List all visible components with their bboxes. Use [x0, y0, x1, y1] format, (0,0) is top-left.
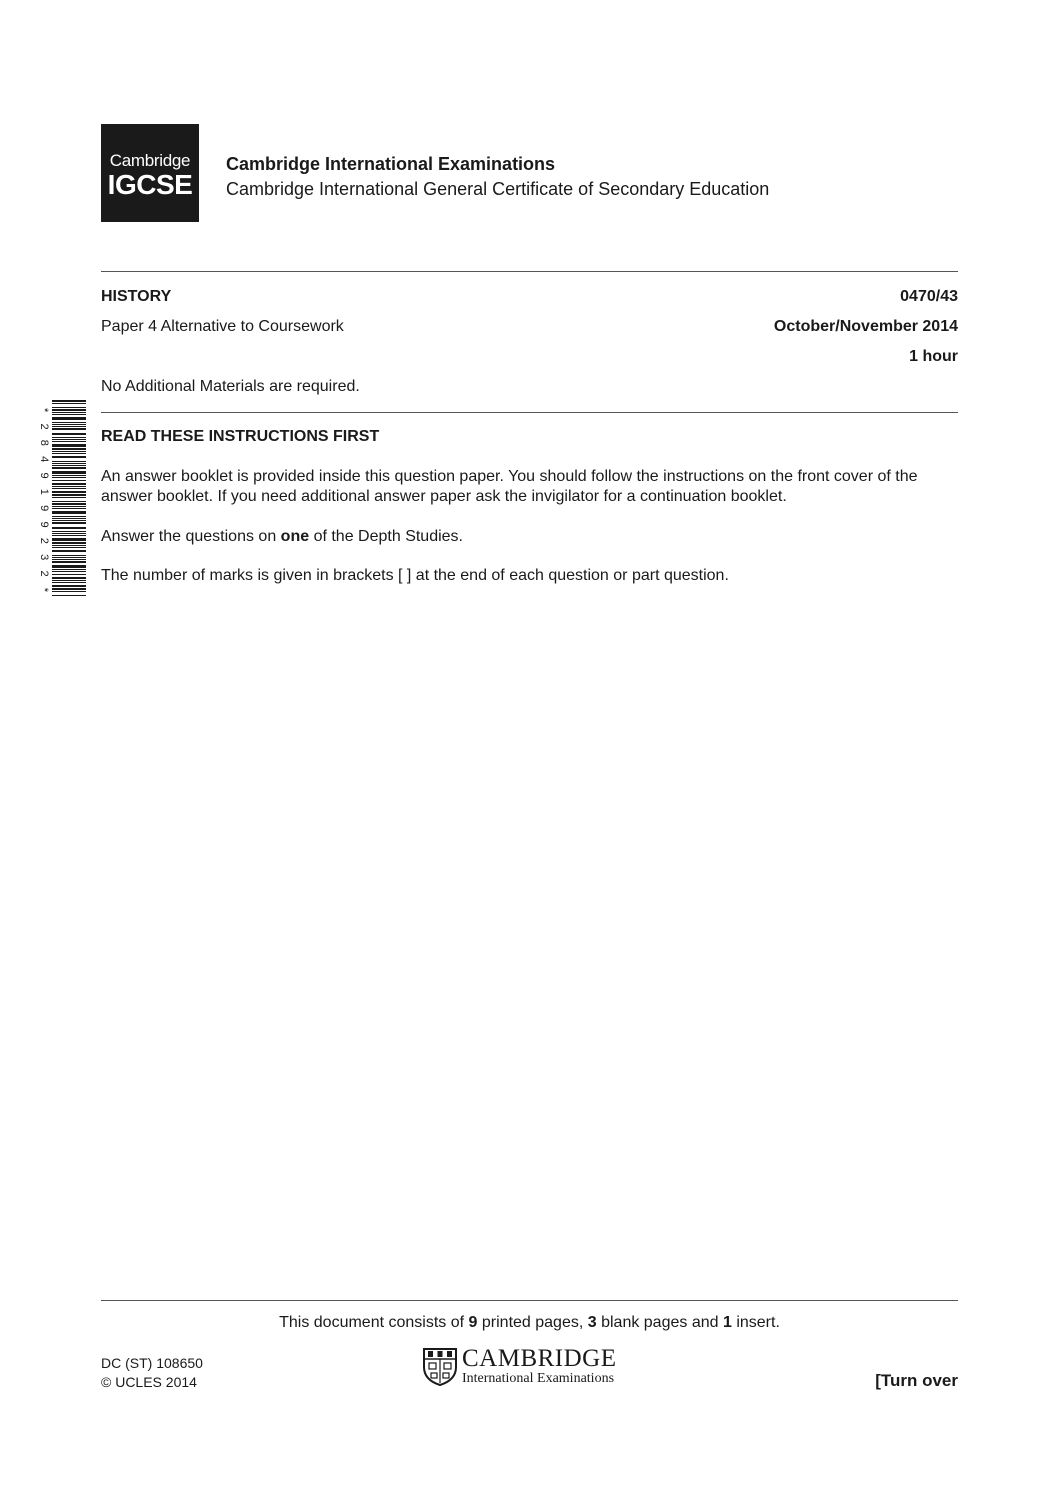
barcode-bar [52, 545, 86, 546]
barcode-bar [52, 426, 86, 427]
paper-code: 0470/43 [900, 288, 958, 305]
barcode-bar [52, 538, 86, 541]
barcode-bar [52, 477, 86, 478]
blank-label: blank pages and [596, 1314, 723, 1331]
barcode-bar [52, 497, 86, 498]
barcode-digit: 2 [38, 570, 51, 577]
instructions-rule [101, 412, 958, 413]
barcode-bar [52, 595, 86, 596]
barcode-bar [52, 527, 86, 529]
barcode-bar [52, 518, 86, 519]
barcode-digit: 9 [38, 505, 51, 512]
barcode-bar [52, 448, 86, 450]
barcode-bar [52, 417, 86, 420]
barcode-bar [52, 400, 86, 402]
barcode-bar [52, 444, 86, 447]
barcode [38, 398, 86, 598]
barcode-bar [52, 463, 86, 464]
barcode-bar [52, 407, 86, 408]
instruction-2-pre: Answer the questions on [101, 528, 281, 545]
blank-count: 3 [587, 1314, 597, 1331]
barcode-bar [52, 422, 86, 423]
barcode-digit: * [38, 587, 51, 592]
barcode-bar [52, 565, 86, 568]
barcode-bar [52, 467, 86, 469]
barcode-digit: 9 [38, 472, 51, 479]
printed-label: printed pages, [477, 1314, 588, 1331]
page-count-note [101, 1314, 958, 1332]
barcode-bar [52, 471, 86, 474]
barcode-bar [52, 488, 86, 489]
cambridge-wordmark-subtitle: International Examinations [462, 1371, 615, 1386]
barcode-bar [52, 531, 86, 532]
exam-session: October/November 2014 [773, 318, 958, 335]
barcode-digit: * [38, 408, 51, 413]
instruction-2-post: of the Depth Studies. [309, 528, 463, 545]
barcode-bar [52, 501, 86, 502]
turn-over-label: [Turn over [875, 1371, 958, 1390]
barcode-bar [52, 588, 86, 590]
instruction-paragraph-1: An answer booklet is provided inside this question paper. You should follow the instructions on the front cover of the answer booklet. If you need additional answer paper ask the invigilator for a continuation booklet. [101, 468, 918, 505]
barcode-bar [52, 557, 86, 558]
barcode-bar [52, 569, 86, 570]
barcode-bar [52, 522, 86, 524]
barcode-bar [52, 533, 86, 534]
barcode-digit: 9 [38, 521, 51, 528]
insert-label: insert. [731, 1314, 780, 1331]
printed-count: 9 [468, 1314, 478, 1331]
barcode-bar [52, 453, 86, 454]
barcode-bar [52, 441, 86, 442]
barcode-digit: 1 [38, 488, 51, 495]
paper-title: Paper 4 Alternative to Coursework [101, 318, 344, 335]
barcode-bar [52, 437, 86, 438]
barcode-bar [52, 456, 86, 458]
logo-line2: IGCSE [107, 169, 193, 200]
barcode-bar [52, 503, 86, 505]
instruction-paragraph-3: The number of marks is given in brackets [ ] at the end of each question or part question. [101, 567, 729, 584]
cambridge-wordmark: CAMBRIDGE [462, 1345, 617, 1372]
barcode-digit: 2 [38, 423, 51, 430]
exam-board-subtitle: Cambridge International General Certificate of Secondary Education [226, 179, 770, 199]
barcode-bar [52, 480, 86, 481]
barcode-bar [52, 412, 86, 413]
consists-pre: This document consists of [279, 1314, 469, 1331]
barcode-digit: 2 [38, 537, 51, 544]
barcode-bar [52, 486, 86, 487]
barcode-bar [52, 403, 86, 404]
footer-rule [101, 1300, 958, 1301]
barcode-bar [52, 547, 86, 548]
barcode-bar [52, 580, 86, 581]
instruction-2-emphasis: one [280, 528, 310, 545]
barcode-bar [52, 591, 86, 592]
barcode-bar [52, 559, 86, 560]
materials-note: No Additional Materials are required. [101, 378, 360, 395]
exam-duration: 1 hour [909, 348, 958, 365]
header-rule [101, 271, 958, 272]
insert-count: 1 [722, 1314, 732, 1331]
barcode-bar [52, 424, 86, 425]
barcode-bar [52, 428, 86, 430]
barcode-bar [52, 465, 86, 466]
barcode-bar [52, 506, 86, 507]
barcode-bar [52, 494, 86, 496]
igcse-logo [101, 124, 199, 222]
barcode-bar [52, 511, 86, 514]
barcode-bar [52, 561, 86, 563]
barcode-bar [52, 433, 86, 435]
barcode-digit: 8 [38, 439, 51, 446]
logo-line1: Cambridge [109, 151, 191, 170]
barcode-bar [52, 451, 86, 452]
barcode-bar [52, 483, 86, 485]
barcode-bar [52, 491, 86, 493]
barcode-bar [52, 516, 86, 517]
barcode-bar [52, 461, 86, 462]
barcode-bar [52, 574, 86, 575]
barcode-bar [52, 439, 86, 440]
barcode-bar [52, 520, 86, 521]
document-reference: DC (ST) 108650 [101, 1355, 203, 1371]
barcode-bar [52, 577, 86, 579]
subject-title: HISTORY [101, 288, 172, 305]
instruction-paragraph-2 [101, 527, 961, 547]
barcode-digit: 3 [38, 554, 51, 561]
barcode-bar [52, 409, 86, 411]
barcode-bar [52, 535, 86, 536]
barcode-bar [52, 550, 86, 552]
barcode-bar [52, 555, 86, 556]
barcode-bar [52, 475, 86, 476]
barcode-bar [52, 508, 86, 509]
barcode-bar [52, 585, 86, 587]
barcode-bar [52, 571, 86, 572]
barcode-bar [52, 542, 86, 544]
copyright-notice: © UCLES 2014 [101, 1374, 197, 1390]
instructions-heading: READ THESE INSTRUCTIONS FIRST [101, 428, 380, 445]
barcode-digit: 4 [38, 456, 51, 463]
barcode-bar [52, 414, 86, 415]
exam-board-name: Cambridge International Examinations [226, 154, 556, 174]
cambridge-crest-icon [422, 1347, 458, 1387]
barcode-bar [52, 582, 86, 583]
